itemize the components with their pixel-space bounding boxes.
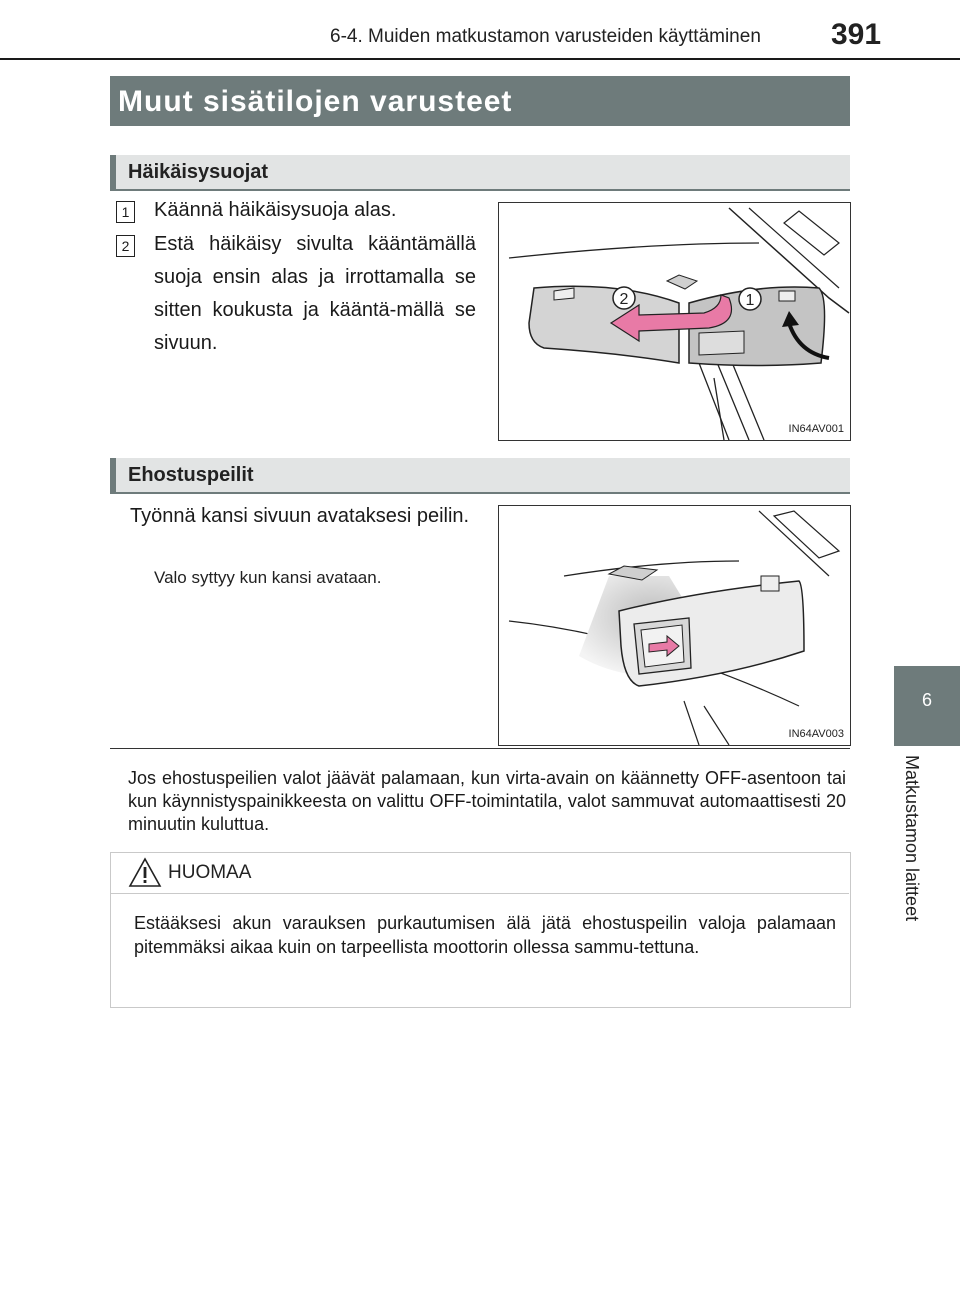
mirror-instruction: Työnnä kansi sivuun avataksesi peilin. [130, 505, 470, 527]
section-heading-text: Ehostuspeilit [128, 464, 254, 486]
warning-title: HUOMAA [168, 862, 252, 883]
mirror-subtext: Valo syttyy kun kansi avataan. [154, 568, 382, 587]
page-title: Muut sisätilojen varusteet [118, 85, 513, 118]
vanity-mirror-illustration [499, 506, 850, 745]
warning-triangle-icon [128, 857, 162, 889]
section-accent [110, 458, 116, 492]
chapter-number: 6 [921, 690, 932, 710]
note-rule [110, 748, 850, 749]
step-text-1: Käännä häikäisysuoja alas. [154, 199, 397, 221]
running-header: 6-4. Muiden matkustamon varusteiden käyttäminen [330, 26, 761, 47]
step-number-2: 2 [116, 235, 135, 257]
note-text: Jos ehostuspeilien valot jäävät palamaan, kun virta-avain on käännetty OFF-asentoon tai kun käynnistyspainikkeesta on valittu OFF-toimintatila, valot sammuvat automaattisesti 20 minuutin kuluttua. [128, 768, 846, 834]
chapter-label-text: Matkustamon laitteet [902, 755, 922, 922]
section-heading-vanity-mirrors [110, 458, 850, 494]
figure-code: IN64AV003 [788, 728, 844, 740]
callout-1: 1 [745, 292, 755, 309]
step-text-2: Estä häikäisy sivulta kääntämällä suoja ensin alas ja irrottamalla se sitten koukusta ja kääntä-mällä se sivuun. [154, 233, 476, 354]
section-accent [110, 155, 116, 189]
section-heading-text: Häikäisysuojat [128, 161, 269, 183]
section-heading-sun-visors [110, 155, 850, 191]
warning-text: Estääksesi akun varauksen purkautumisen älä jätä ehostuspeilin valoja palamaan pitemmäksi aikaa kuin on tarpeellista moottorin ollessa sammu-tettuna. [134, 913, 836, 957]
sun-visor-illustration [499, 203, 850, 440]
step-number-1: 1 [116, 201, 135, 223]
warning-header-rule [111, 893, 849, 894]
figure-vanity-mirror [498, 505, 851, 746]
chapter-label [892, 755, 932, 945]
page-number: 391 [831, 18, 882, 51]
header-rule [0, 58, 960, 60]
figure-sun-visor [498, 202, 851, 441]
figure-code: IN64AV001 [788, 423, 844, 435]
callout-2: 2 [619, 291, 629, 308]
page-title-bar [110, 76, 850, 126]
